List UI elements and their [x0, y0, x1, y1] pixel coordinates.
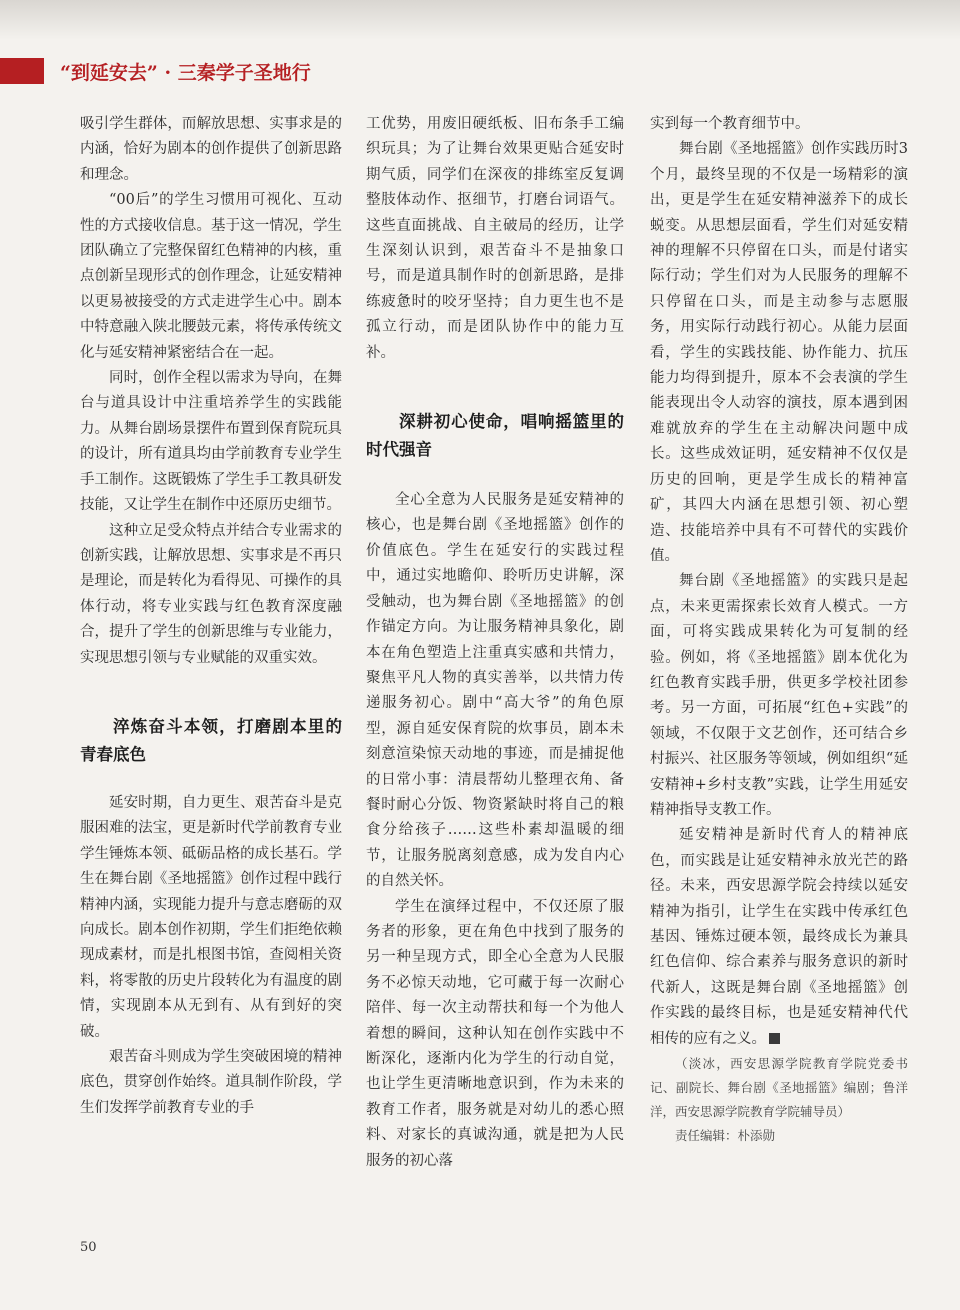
responsible-editor: 责任编辑：朴添勋	[675, 1128, 776, 1144]
paragraph: 艰苦奋斗则成为学生突破困境的精神底色，贯穿创作始终。道具制作阶段，学生们发挥学前教育专业的手	[80, 1049, 342, 1116]
paragraph: 工优势，用废旧硬纸板、旧布条手工编织玩具；为了让舞台效果更贴合延安时期气质，同学们在深夜的排练室反复调整肢体动作、抠细节，打磨台词语气。这些直面挑战、自主破局的经历，让学生深刻认识到，艰苦奋斗不是抽象口号，而是道具制作时的创新思路，是排练疲惫时的咬牙坚持；自力更生也不是孤立行动，而是团队协作中的能力互补。	[366, 116, 624, 361]
paragraph: 实到每一个教育细节中。	[650, 116, 810, 132]
paragraph: 舞台剧《圣地摇篮》的实践只是起点，未来更需探索长效育人模式。一方面，可将实践成果转化为可复制的经验。例如，将《圣地摇篮》剧本优化为红色教育实践手册，供更多学校社团参考。另一方面，可拓展“红色+实践”的领域，不仅限于文艺创作，还可结合乡村振兴、社区服务等领域，例如组织“延安精神+乡村支教”实践，让学生用延安精神指导支教工作。	[650, 573, 908, 818]
paragraph: 延安时期，自力更生、艰苦奋斗是克服困难的法宝，更是新时代学前教育专业学生锤炼本领、砥砺品格的成长基石。学生在舞台剧《圣地摇篮》创作过程中践行精神内涵，实现能力提升与意志磨砺的双向成长。剧本创作初期，学生们拒绝依赖现成素材，而是扎根图书馆，查阅相关资料，将零散的历史片段转化为有温度的剧情，实现剧本从无到有、从有到好的突破。	[80, 794, 342, 1040]
page-top-shadow	[0, 0, 960, 40]
paragraph: 吸引学生群体，而解放思想、实事求是的内涵，恰好为剧本的创作提供了创新思路和理念。	[80, 116, 342, 183]
paragraph: 这种立足受众特点并结合专业需求的创新实践，让解放思想、实事求是不再只是理论，而是转化为看得见、可操作的具体行动，将专业实践与红色教育深度融合，提升了学生的创新思维与专业能力，实现思想引领与专业赋能的双重实效。	[80, 522, 342, 666]
paragraph: “00后”的学生习惯用可视化、互动性的方式接收信息。基于这一情况，学生团队确立了完整保留红色精神的内核，重点创新呈现形式的创作理念，让延安精神以更易被接受的方式走进学生心中。剧本中特意融入陕北腰鼓元素，将传承传统文化与延安精神紧密结合在一起。	[80, 192, 342, 361]
section-heading: 淬炼奋斗本领，打磨剧本里的青春底色	[80, 716, 342, 764]
paragraph: 学生在演绎过程中，不仅还原了服务者的形象，更在角色中找到了服务的另一种呈现方式，即全心全意为人民服务不必惊天动地，它可藏于每一次耐心陪伴、每一次主动帮扶和每一个为他人着想的瞬间，这种认知在创作实践中不断深化，逐渐内化为学生的行动自觉，也让学生更清晰地意识到，作为未来的教育工作者，服务就是对幼儿的悉心照料、对家长的真诚沟通，就是把为人民服务的初心落	[366, 898, 624, 1169]
column-2	[366, 112, 624, 1174]
section-header	[60, 58, 311, 85]
page-number: 50	[80, 1240, 97, 1255]
section-subtitle: 三秦学子圣地行	[177, 62, 311, 84]
closing-paragraph-text: 延安精神是新时代育人的精神底色，而实践是让延安精神永放光芒的路径。未来，西安思源学院会持续以延安精神为指引，让学生在实践中传承红色基因、锤炼过硬本领，最终成长为兼具红色信仰、综合素养与服务意识的新时代新人，这既是舞台剧《圣地摇篮》创作实践的最终目标，也是延安精神代代相传的应有之义。	[650, 827, 908, 1047]
column-3	[650, 112, 908, 1148]
paragraph: 舞台剧《圣地摇篮》创作实践历时3个月，最终呈现的不仅是一场精彩的演出，更是学生在延安精神滋养下的成长蜕变。从思想层面看，学生们对延安精神的理解不只停留在口头，而是付诸实际行动；学生们对为人民服务的理解不只停留在口头，而是主动参与志愿服务，用实际行动践行初心。从能力层面看，学生的实践技能、协作能力、抗压能力均得到提升，原本不会表演的学生能表现出令人动容的演技，原本遇到困难就放弃的学生在主动解决问题中成长。这些成效证明，延安精神不仅仅是历史的回响，更是学生成长的精神富矿，其四大内涵在思想引领、初心塑造、技能培养中具有不可替代的实践价值。	[650, 141, 908, 564]
section-series: “到延安去”	[60, 62, 158, 84]
author-credits: （淡冰，西安思源学院教育学院党委书记、副院长、舞台剧《圣地摇篮》编剧；鲁洋洋，西安思源学院教育学院辅导员）	[650, 1056, 908, 1120]
section-separator: ·	[164, 62, 172, 84]
paragraph	[650, 823, 908, 1052]
column-1	[80, 112, 342, 1121]
paragraph: 同时，创作全程以需求为导向，在舞台与道具设计中注重培养学生的实践能力。从舞台剧场景摆件布置到保育院玩具的设计，所有道具均由学前教育专业学生手工制作。这既锻炼了学生手工教具研发技能，又让学生在制作中还原历史细节。	[80, 370, 342, 514]
section-heading: 深耕初心使命，唱响摇篮里的时代强音	[366, 412, 624, 460]
end-mark-icon	[769, 1033, 780, 1044]
paragraph: 全心全意为人民服务是延安精神的核心，也是舞台剧《圣地摇篮》创作的价值底色。学生在延安行的实践过程中，通过实地瞻仰、聆听历史讲解，深受触动，也为舞台剧《圣地摇篮》的创作锚定方向。为让服务精神具象化，剧本在角色塑造上注重真实感和共情力，聚焦平凡人物的真实善举，以共情力传递服务初心。剧中“高大爷”的角色原型，源自延安保育院的炊事员，剧本未刻意渲染惊天动地的事迹，而是捕捉他的日常小事：清晨帮幼儿整理衣角、备餐时耐心分饭、物资紧缺时将自己的粮食分给孩子……这些朴素却温暖的细节，让服务脱离刻意感，成为发自内心的自然关怀。	[366, 492, 624, 890]
header-red-bar	[0, 58, 44, 84]
